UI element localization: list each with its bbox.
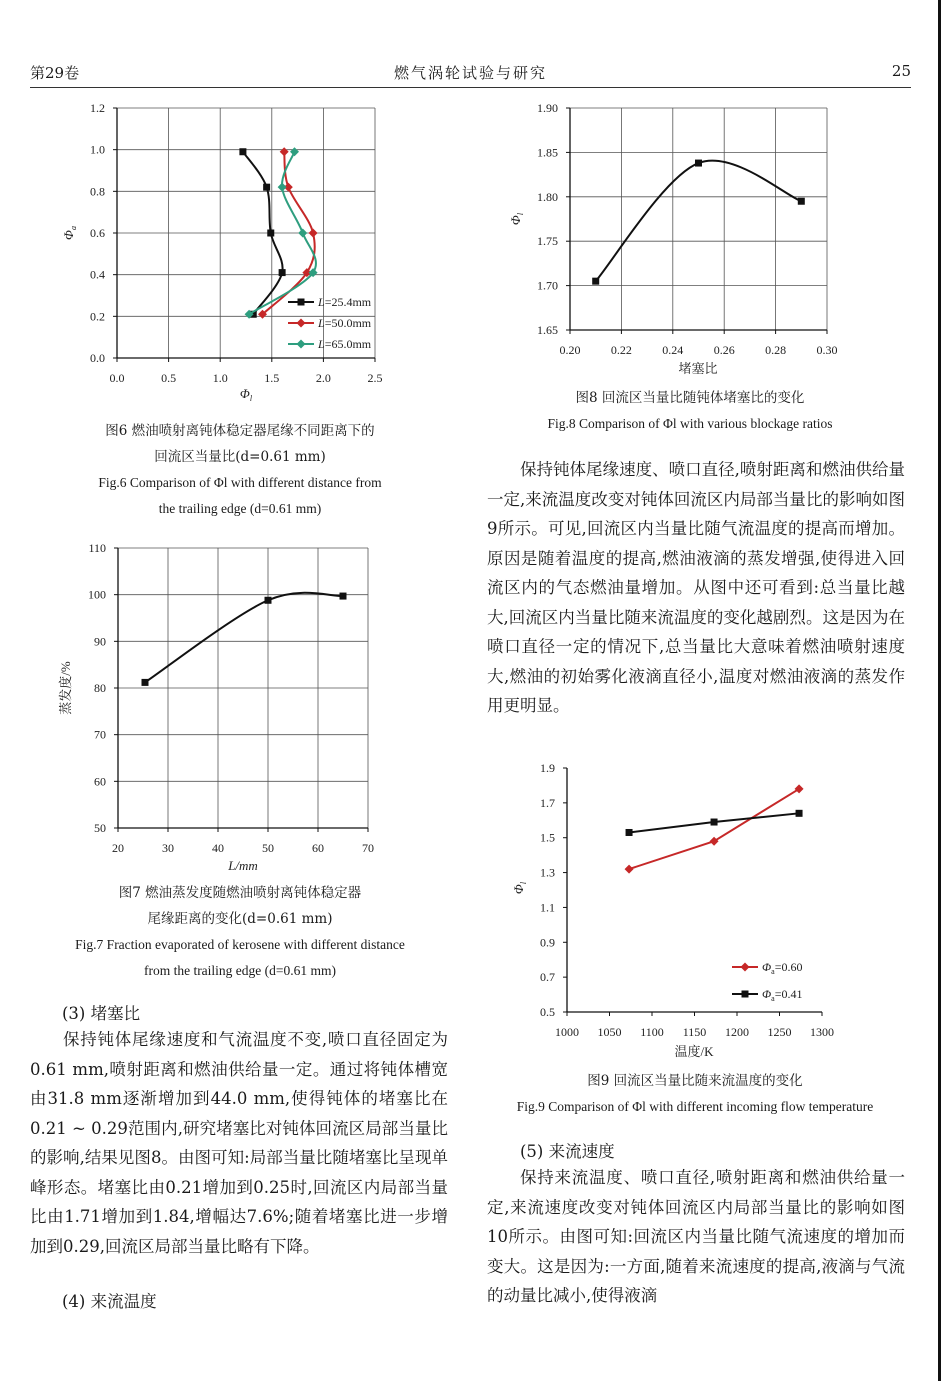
y-tick-label: 1.75 bbox=[537, 234, 558, 249]
data-point bbox=[625, 865, 634, 874]
fig9-x-axis-label: 温度/K bbox=[674, 1044, 714, 1059]
fig9-caption bbox=[480, 1068, 910, 1120]
y-tick-label: 0.2 bbox=[90, 309, 105, 324]
y-tick-label: 1.1 bbox=[540, 900, 555, 915]
header-rule bbox=[30, 87, 911, 88]
y-tick-label: 1.7 bbox=[540, 795, 555, 810]
fig7-caption bbox=[30, 880, 450, 984]
fig6-caption-en-1: Fig.6 Comparison of Φl with different distance from bbox=[98, 475, 382, 490]
data-point bbox=[239, 148, 246, 155]
fig9-y-axis-label: $\Phi_l$ bbox=[511, 881, 528, 895]
data-point bbox=[142, 679, 149, 686]
y-tick-label: 0.9 bbox=[540, 935, 555, 950]
fig8-y-axis-label: $\Phi_l$ bbox=[508, 212, 525, 226]
y-tick-label: 0.0 bbox=[90, 351, 105, 365]
x-tick-label: 1250 bbox=[767, 1025, 792, 1039]
fig6-y-axis-label: $\Phi_a$ bbox=[61, 226, 78, 240]
right-column-body bbox=[487, 455, 905, 721]
data-point bbox=[267, 230, 274, 237]
legend-label: L=50.0mm bbox=[318, 316, 372, 330]
y-tick-label: 1.9 bbox=[540, 761, 555, 775]
legend-swatch-marker bbox=[742, 991, 749, 998]
fig8-x-axis-label: 堵塞比 bbox=[678, 361, 718, 376]
data-point bbox=[796, 810, 803, 817]
legend-label: $\Phi_a=0.41$ bbox=[762, 987, 803, 1003]
data-point bbox=[309, 229, 318, 238]
data-point bbox=[795, 784, 804, 793]
y-tick-label: 1.70 bbox=[537, 278, 558, 293]
x-tick-label: 0.28 bbox=[765, 343, 787, 357]
y-tick-label: 110 bbox=[88, 541, 106, 555]
y-tick-label: 1.85 bbox=[537, 145, 558, 160]
section-3-paragraph: 保持钝体尾缘速度和气流温度不变,喷口直径固定为0.61 mm,喷射距离和燃油供给量一定。通过将钝体槽宽由31.8 mm逐渐增加到44.0 mm,使得钝体的堵塞比在0.21 ~ 0.29范围内,研究堵塞比对钝体回流区局部当量比的影响,结果见图8。由图可知:局部当量比随堵塞比呈现单峰形态。堵塞比由0.21增加到0.25时,回流区内局部当量比由1.71增加到1.84,增幅达7.6%;随着堵塞比进一步增加到0.29,回流区局部当量比略有下降。 bbox=[30, 1030, 448, 1256]
fig8-caption bbox=[480, 385, 900, 437]
fig7-y-axis-label: 蒸发度/% bbox=[58, 661, 73, 715]
x-tick-label: 0.5 bbox=[161, 371, 177, 385]
legend-swatch-marker bbox=[741, 963, 750, 972]
x-tick-label: 1000 bbox=[555, 1025, 579, 1039]
x-tick-label: 60 bbox=[312, 841, 324, 855]
x-tick-label: 1200 bbox=[725, 1025, 749, 1039]
y-tick-label: 0.5 bbox=[540, 1005, 555, 1019]
y-tick-label: 1.2 bbox=[90, 101, 105, 115]
journal-title: 燃气涡轮试验与研究 bbox=[393, 64, 547, 82]
fig6-caption bbox=[30, 418, 450, 522]
fig8-caption-cn: 图8 回流区当量比随钝体堵塞比的变化 bbox=[575, 390, 805, 406]
x-tick-label: 0.26 bbox=[713, 343, 735, 357]
x-tick-label: 0.0 bbox=[109, 371, 125, 385]
data-point bbox=[711, 819, 718, 826]
x-tick-label: 0.22 bbox=[610, 343, 632, 357]
temperature-paragraph: 保持钝体尾缘速度、喷口直径,喷射距离和燃油供给量一定,来流温度改变对钝体回流区内局部当量比的影响如图9所示。可见,回流区内当量比随气流温度的提高而增加。原因是随着温度的提高,燃油液滴的蒸发增强,使得进入回流区内的气态燃油量增加。从图中还可看到:总当量比越大,回流区内当量比随来流温度的变化越剧烈。这是因为在喷口直径一定的情况下,总当量比大意味着燃油喷射速度大,燃油的初始雾化液滴直径小,温度对燃油液滴的蒸发作用更明显。 bbox=[487, 460, 905, 715]
section-3-title: (3) 堵塞比 bbox=[62, 1004, 141, 1023]
y-tick-label: 70 bbox=[94, 727, 106, 742]
legend-label: L=25.4mm bbox=[318, 295, 372, 309]
data-point bbox=[798, 198, 805, 205]
fig7-caption-en-1: Fig.7 Fraction evaporated of kerosene with different distance bbox=[75, 937, 405, 952]
fig6-caption-en-2: the trailing edge (d=0.61 mm) bbox=[158, 501, 322, 516]
x-tick-label: 30 bbox=[162, 841, 174, 855]
fig7-caption-en-2: from the trailing edge (d=0.61 mm) bbox=[143, 963, 337, 978]
y-tick-label: 0.4 bbox=[90, 267, 105, 282]
y-tick-label: 80 bbox=[94, 681, 106, 695]
legend-swatch-marker bbox=[297, 340, 306, 349]
y-tick-label: 60 bbox=[94, 774, 106, 789]
x-tick-label: 70 bbox=[362, 841, 374, 855]
y-tick-label: 1.3 bbox=[540, 865, 555, 880]
section-3-body bbox=[30, 1025, 448, 1261]
running-header bbox=[30, 62, 911, 86]
x-tick-label: 0.24 bbox=[662, 343, 684, 357]
figure-9-chart bbox=[495, 758, 895, 1063]
section-5-title: (5) 来流速度 bbox=[520, 1142, 615, 1161]
data-point bbox=[710, 837, 719, 846]
figure-8-chart bbox=[495, 98, 895, 383]
x-tick-label: 2.5 bbox=[367, 371, 383, 385]
figure-6-chart bbox=[40, 98, 450, 408]
data-point bbox=[592, 278, 599, 285]
x-tick-label: 50 bbox=[262, 841, 274, 855]
data-point bbox=[278, 183, 287, 192]
x-tick-label: 1150 bbox=[682, 1025, 707, 1039]
y-tick-label: 1.90 bbox=[537, 101, 558, 115]
data-point bbox=[626, 829, 633, 836]
data-point bbox=[263, 184, 270, 191]
data-point bbox=[340, 593, 347, 600]
x-tick-label: 1300 bbox=[810, 1025, 834, 1039]
y-tick-label: 1.5 bbox=[540, 830, 555, 845]
legend-label: $\Phi_a=0.60$ bbox=[762, 960, 803, 976]
section-4-title: (4) 来流温度 bbox=[62, 1292, 157, 1311]
x-tick-label: 1100 bbox=[640, 1025, 664, 1039]
fig9-caption-en: Fig.9 Comparison of Φl with different incoming flow temperature bbox=[516, 1099, 874, 1114]
y-tick-label: 1.0 bbox=[90, 142, 105, 157]
legend-swatch-marker bbox=[297, 319, 306, 328]
y-tick-label: 0.6 bbox=[90, 226, 105, 240]
x-tick-label: 20 bbox=[112, 841, 124, 855]
figure-7-chart bbox=[40, 535, 450, 880]
fig7-x-axis-label: L/mm bbox=[228, 858, 258, 873]
x-tick-label: 0.30 bbox=[816, 343, 838, 357]
section-5-paragraph: 保持来流温度、喷口直径,喷射距离和燃油供给量一定,来流速度改变对钝体回流区内局部当量比的影响如图10所示。由图可知:回流区内当量比随气流速度的增加而变大。这是因为:一方面,随着来流速度的提高,液滴与气流的动量比减小,使得液滴 bbox=[487, 1168, 905, 1305]
data-point bbox=[265, 597, 272, 604]
fig7-caption-cn-2: 尾缘距离的变化(d=0.61 mm) bbox=[147, 911, 333, 927]
y-tick-label: 50 bbox=[94, 821, 106, 835]
series-line bbox=[596, 161, 802, 282]
y-tick-label: 90 bbox=[94, 634, 106, 649]
fig6-caption-cn-1: 图6 燃油喷射离钝体稳定器尾缘不同距离下的 bbox=[105, 423, 375, 439]
fig6-caption-cn-2: 回流区当量比(d=0.61 mm) bbox=[154, 449, 326, 465]
x-tick-label: 40 bbox=[212, 841, 224, 855]
data-point bbox=[695, 160, 702, 167]
x-tick-label: 2.0 bbox=[315, 371, 331, 385]
volume-label: 第29卷 bbox=[30, 64, 80, 82]
section-5-body bbox=[487, 1163, 905, 1311]
legend-label: L=65.0mm bbox=[318, 337, 372, 351]
y-tick-label: 100 bbox=[88, 587, 106, 602]
y-tick-label: 0.7 bbox=[540, 970, 555, 985]
data-point bbox=[279, 269, 286, 276]
page-number: 25 bbox=[891, 62, 911, 80]
data-point bbox=[290, 147, 299, 156]
data-point bbox=[298, 229, 307, 238]
data-point bbox=[280, 147, 289, 156]
fig8-caption-en: Fig.8 Comparison of Φl with various blockage ratios bbox=[547, 416, 833, 431]
legend-swatch-marker bbox=[298, 299, 305, 306]
y-tick-label: 0.8 bbox=[90, 184, 105, 199]
y-tick-label: 1.65 bbox=[537, 323, 558, 337]
fig9-caption-cn: 图9 回流区当量比随来流温度的变化 bbox=[587, 1073, 803, 1089]
series-line bbox=[145, 593, 343, 683]
y-tick-label: 1.80 bbox=[537, 189, 558, 204]
fig6-x-axis-label: $\Phi_l$ bbox=[239, 386, 253, 403]
x-tick-label: 1050 bbox=[597, 1025, 622, 1039]
x-tick-label: 1.0 bbox=[212, 371, 228, 385]
x-tick-label: 0.20 bbox=[559, 343, 581, 357]
x-tick-label: 1.5 bbox=[264, 371, 280, 385]
fig7-caption-cn-1: 图7 燃油蒸发度随燃油喷射离钝体稳定器 bbox=[118, 885, 362, 901]
